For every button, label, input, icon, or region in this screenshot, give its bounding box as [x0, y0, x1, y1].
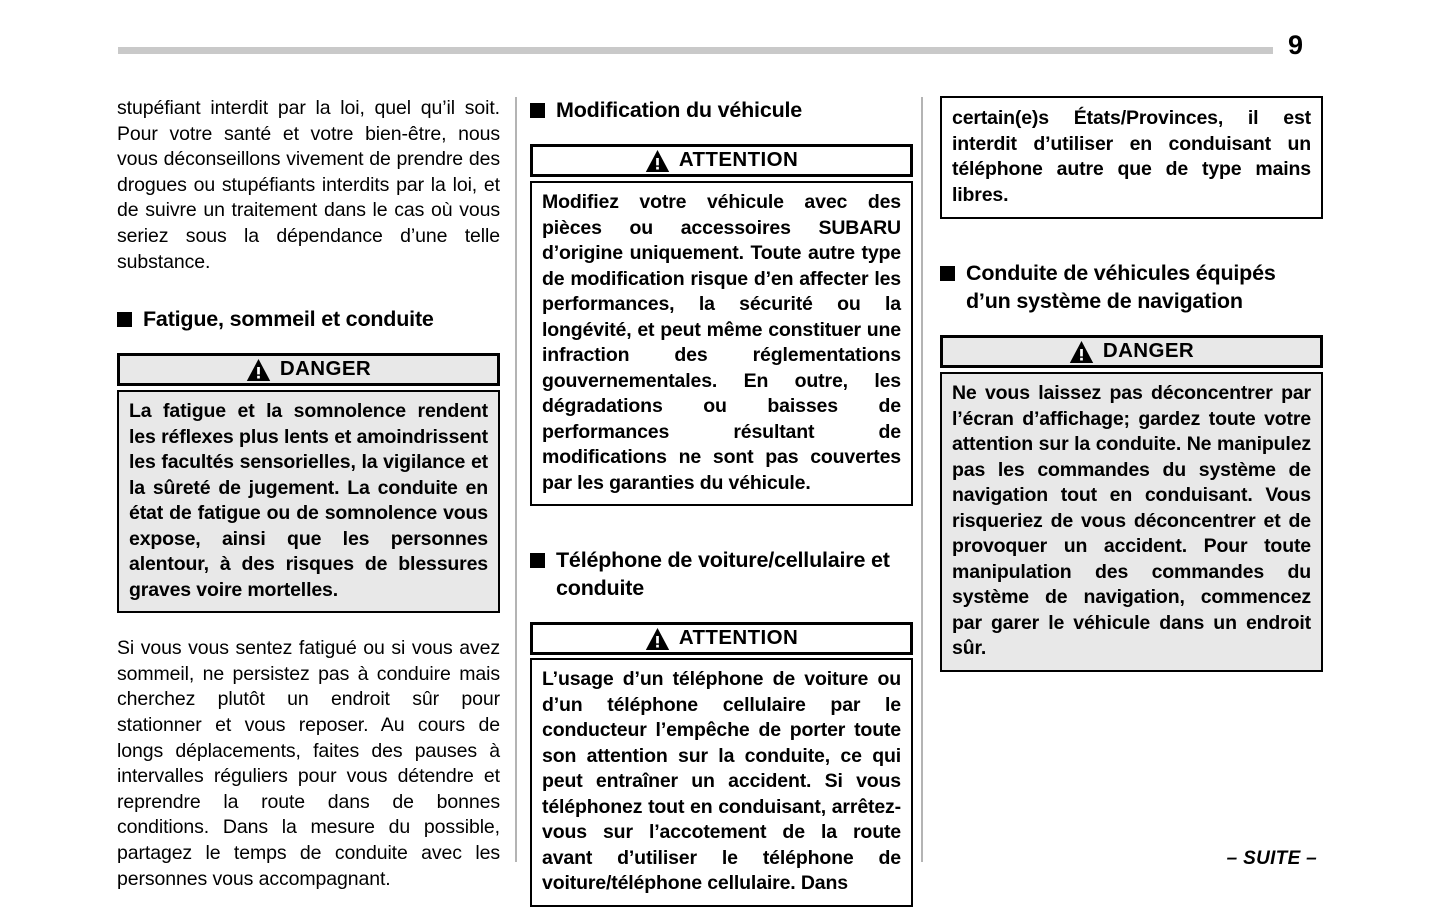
section-heading-fatigue [117, 305, 500, 333]
column-middle [530, 96, 913, 907]
section-heading-navigation [940, 259, 1323, 315]
warning-level-label: DANGER [279, 356, 372, 380]
warning-body-text: La fatigue et la somnolence rendent les réflexes plus lents et amoindrissent les facultés sensorielles, la vigilance et la sûreté de jugement. La conduite en état de fatigue ou de somnolence vous expose, ainsi que les personnes alentour, à des risques de blessures graves voire mortelles. [117, 390, 500, 613]
closing-paragraph: Si vous vous sentez fatigué ou si vous avez sommeil, ne persistez pas à conduire mais cherchez plutôt un endroit sûr pour stationner et vous reposer. Au cours de longs déplacements, faites des pauses à intervalles réguliers pour vous détendre et reprendre la route dans de bonnes conditions. Dans la mesure du possible, partagez le temps de conduite avec les personnes vous accompagnant. [117, 637, 500, 890]
column-left [117, 96, 500, 892]
warning-header-attention [530, 144, 913, 177]
page-footer [0, 848, 1445, 870]
warning-triangle-icon [1069, 340, 1094, 364]
square-bullet-icon [530, 103, 545, 118]
warning-body-text: L’usage d’un téléphone de voiture ou d’un téléphone cellulaire par le conducteur l’empêche de porter toute son attention sur la conduite, ce qui peut entraîner un accident. Si vous téléphonez tout en conduisant, arrêtez-vous sur l’accotement de la route avant d’utiliser le téléphone de voiture/téléphone cellulaire. Dans [530, 658, 913, 907]
spacer [117, 333, 500, 353]
warning-body-text: Ne vous laissez pas déconcentrer par l’écran d’affichage; gardez toute votre attention sur la conduite. Ne manipulez pas les commandes du système de navigation tout en conduisant. Vous risqueriez de vous déconcentrer et de provoquer un accident. Pour toute manipulation des commandes du système de navigation, commencez par garer le véhicule dans un endroit sûr. [940, 372, 1323, 672]
square-bullet-icon [530, 553, 545, 568]
continuation-label: – SUITE – [1226, 848, 1317, 869]
square-bullet-icon [940, 266, 955, 281]
intro-paragraph: stupéfiant interdit par la loi, quel qu’il soit. Pour votre santé et votre bien-être, nous vous déconseillons vivement de prendre des drogues ou stupéfiants interdits par la loi, et de suivre un traitement dans le cas où vous seriez sous la dépendance d’une telle substance. [117, 97, 500, 273]
warning-triangle-icon [246, 358, 271, 382]
warning-header-danger [940, 335, 1323, 368]
spacer [530, 506, 913, 546]
continued-warning-box: certain(e)s États/Provinces, il est interdit d’utiliser en conduisant un téléphone autre que de type mains libres. [940, 96, 1323, 219]
warning-triangle-icon [645, 627, 670, 651]
section-heading-telephone [530, 546, 913, 602]
spacer [117, 275, 500, 305]
section-heading-label: Fatigue, sommeil et conduite [143, 307, 434, 332]
section-heading-label: Modification du véhicule [556, 98, 803, 122]
spacer [530, 602, 913, 622]
warning-triangle-icon [645, 149, 670, 173]
warning-header-danger [117, 353, 500, 386]
warning-header-attention [530, 622, 913, 655]
spacer [530, 124, 913, 144]
warning-body-text: Modifiez votre véhicule avec des pièces ou accessoires SUBARU d’origine uniquement. Toute autre type de modification risque d’en affecter les performances, la sécurité ou la longévité, et peut même constituer une infraction des réglementations gouvernementales. En outre, les dégradations ou baisses de performances résultant de modifications ne sont pas couvertes par les garanties du véhicule. [530, 181, 913, 506]
column-right [940, 96, 1323, 672]
spacer [940, 219, 1323, 259]
square-bullet-icon [117, 312, 132, 327]
warning-level-label: ATTENTION [678, 147, 799, 171]
warning-block-attention-modification [530, 144, 913, 506]
section-heading-label: Conduite de véhicules équipés d’un système de navigation [966, 261, 1276, 313]
warning-block-danger-navigation [940, 335, 1323, 672]
warning-block-danger-fatigue [117, 353, 500, 613]
spacer [940, 315, 1323, 335]
page-number: 9 [1288, 30, 1304, 60]
section-heading-label: Téléphone de voiture/cellulaire et conduite [556, 548, 890, 600]
section-heading-modification [530, 96, 913, 124]
warning-level-label: ATTENTION [678, 625, 799, 649]
warning-level-label: DANGER [1102, 338, 1195, 362]
